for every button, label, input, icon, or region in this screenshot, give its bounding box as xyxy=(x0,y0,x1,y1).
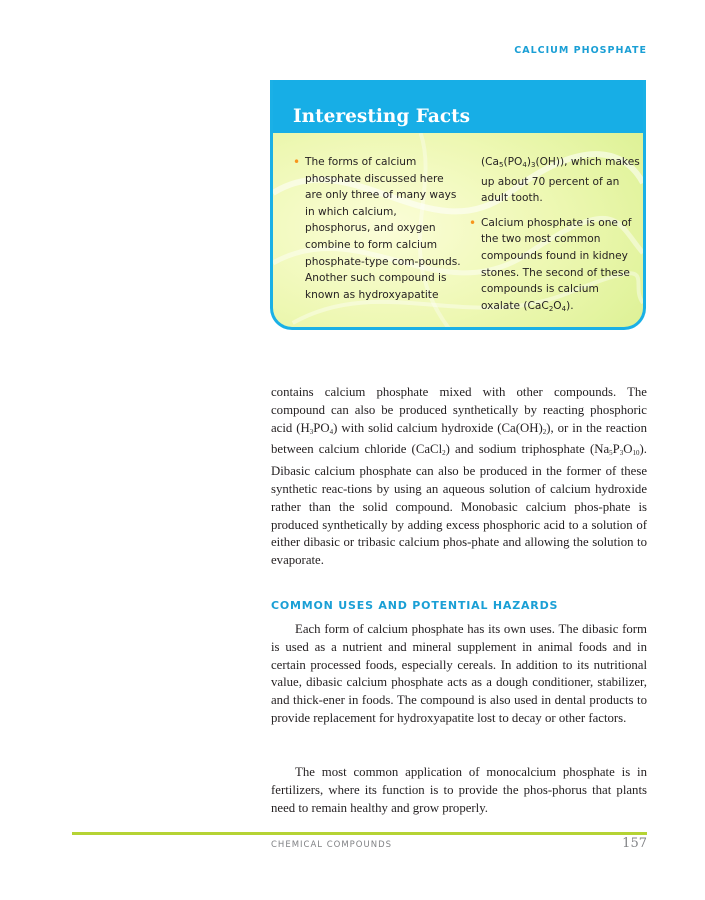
fact-continuation xyxy=(469,154,641,207)
subscript: 2 xyxy=(442,449,446,458)
facts-title: Interesting Facts xyxy=(293,106,471,127)
text-run: ), or in the reaction between calcium chloride (CaCl xyxy=(271,420,647,457)
subscript: 3 xyxy=(530,161,536,169)
subscript: 5 xyxy=(499,161,504,169)
subscript: 3 xyxy=(309,427,314,436)
subscript: 3 xyxy=(619,449,624,458)
subscript: 4 xyxy=(561,304,567,313)
subscript: 2 xyxy=(548,304,554,313)
text-run: ) and sodium triphosphate (Na xyxy=(445,442,610,457)
text-run: PO xyxy=(313,420,330,435)
paragraph-text: Each form of calcium phosphate has its own uses. The dibasic form is used as a nutrient and mineral supplement in animal foods and in certain processed foods, especially cereals. In addition to its nutritional value, dibasic calcium phosphate acts as a dough conditioner, stabilizer, and thick-ener in foods. The compound is also used in dental products to provide replacement for hydroxyapatite lost to decay or other factors. xyxy=(271,622,647,725)
footer-book-title: CHEMICAL COMPOUNDS xyxy=(271,840,393,850)
fact-item xyxy=(469,215,641,318)
fact-item xyxy=(293,154,461,303)
running-head: CALCIUM PHOSPHATE xyxy=(514,45,647,56)
section-heading: COMMON USES AND POTENTIAL HAZARDS xyxy=(271,599,559,612)
text-run: contains calcium phosphate mixed with other compounds. The compound can also be produced synthetically by reacting phosphoric acid (H xyxy=(271,385,647,435)
footer-rule xyxy=(72,832,647,835)
text-run: ) with solid calcium hydroxide (Ca(OH) xyxy=(333,420,543,435)
subscript: 5 xyxy=(609,449,613,458)
fact-text: Calcium phosphate is one of the two most common compounds found in kidney stones. The second of these compounds is calcium oxalate (CaC xyxy=(481,216,632,312)
formula-text: (OH)), which makes up about 70 percent of an adult tooth. xyxy=(481,156,640,205)
body-paragraph-2 xyxy=(271,621,647,728)
facts-column-right xyxy=(469,154,641,325)
facts-column-left xyxy=(293,154,461,311)
paragraph-text: The most common application of monocalcium phosphate is in fertilizers, where its function is to provide the phos-phorus that plants need to remain healthy and grow properly. xyxy=(271,765,647,815)
formula-text: O xyxy=(553,299,562,312)
page-number: 157 xyxy=(622,836,647,851)
subscript: 2 xyxy=(542,427,547,436)
body-paragraph-3 xyxy=(271,764,647,817)
formula-text: (PO xyxy=(503,156,523,168)
subscript: 4 xyxy=(522,161,527,169)
text-run: P xyxy=(612,442,620,457)
text-run: ). Dibasic calcium phosphate can also be produced in the former of these synthetic reac-tions by using an aqueous solution of calcium hydroxide rather than the solid compound. Monobasic calcium phos-phate is produced synthetically by adding excess phosphoric acid to a solution of either dibasic or tribasic calcium phos-phate and allowing the solution to evaporate. xyxy=(271,442,647,568)
formula-text: (Ca xyxy=(481,156,500,168)
formula-text: ). xyxy=(566,299,574,312)
formula-text: ) xyxy=(526,156,531,168)
bullet-icon: • xyxy=(469,215,477,230)
bullet-icon: • xyxy=(293,155,301,169)
fact-text: The forms of calcium phosphate discussed here are only three of many ways in which calcium, phosphorus, and oxygen combine to form calcium phosphate-type com-pounds. Another such compound is known as hydroxyapatite xyxy=(305,156,461,301)
subscript: 10 xyxy=(632,449,640,458)
subscript: 4 xyxy=(329,427,334,436)
interesting-facts-box xyxy=(270,80,646,330)
text-run: O xyxy=(623,442,633,457)
body-paragraph-1 xyxy=(271,384,647,570)
